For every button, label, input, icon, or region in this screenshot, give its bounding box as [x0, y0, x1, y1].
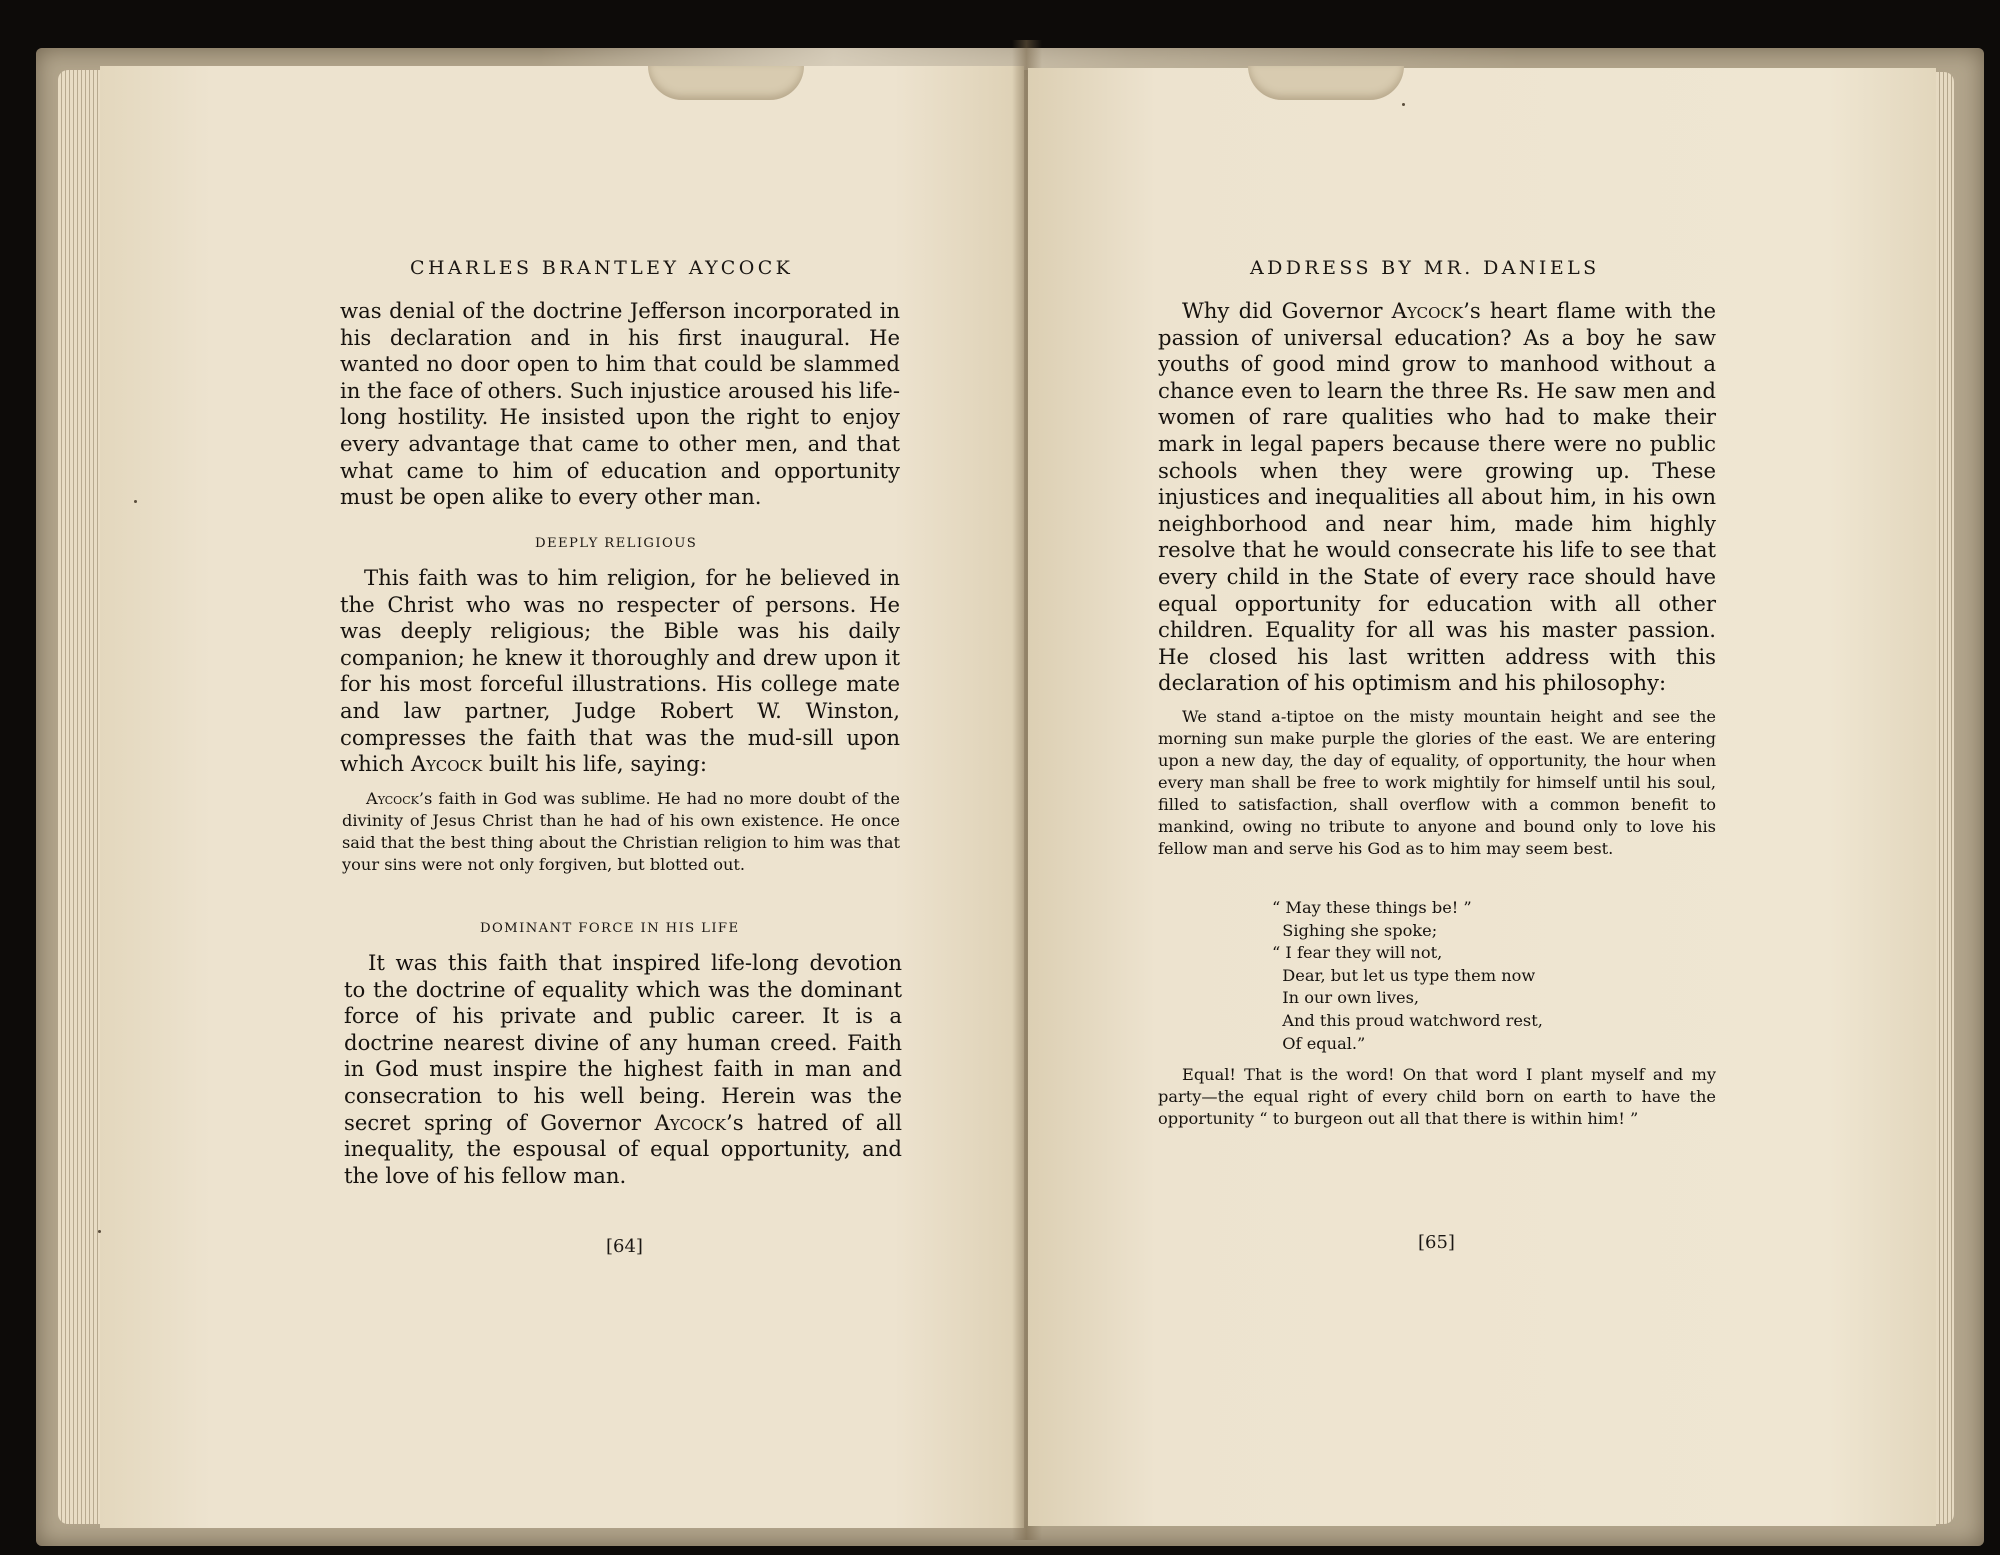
left-paragraph-1: was denial of the doctrine Jefferson incorporated in his declaration and in his first inaugural. He wanted no door open to him that could be slammed in the face of others. Such injustice aroused his life-long hostility. He insisted upon the right to enjoy every advantage that came to other men, and that what came to him of education and opportunity must be open alike to every other man. — [340, 298, 900, 510]
left-paragraph-3: It was this faith that inspired life-long devotion to the doctrine of equality which was the dominant force of his private and public career. It is a doctrine nearest divine of any human creed. Faith in God must inspire the highest faith in man and consecration to his well being. Herein was the secret spring of Governor Aycock’s hatred of all inequality, the espousal of equal opportunity, and the love of his fellow man. — [344, 950, 902, 1188]
right-page-number: [65] — [1418, 1232, 1455, 1253]
thumb-notch-left — [648, 66, 804, 100]
section-heading-deeply-religious: DEEPLY RELIGIOUS — [535, 536, 698, 551]
paper-speck — [134, 500, 137, 503]
thumb-notch-right — [1248, 66, 1404, 100]
right-blockquote: We stand a-tiptoe on the misty mountain height and see the morning sun make purple the glories of the east. We are entering upon a new day, the day of equality, of opportunity, the hour when every man shall be free to work mightily for himself until his soul, filled to satisfaction, shall overflow with a common benefit to mankind, owing no tribute to anyone and bound only to love his fellow man and serve his God as to him may seem best. — [1158, 707, 1716, 858]
paper-speck — [98, 1230, 101, 1233]
left-paragraph-2: This faith was to him religion, for he believed in the Christ who was no respecter of persons. He was deeply religious; the Bible was his daily companion; he knew it thoroughly and drew upon it for his most forceful illustrations. His college mate and law partner, Judge Robert W. Winston, compresses the faith that was the mud-sill upon which Aycock built his life, saying: — [340, 565, 900, 777]
paper-speck — [1402, 103, 1405, 106]
left-blockquote: Aycock’s faith in God was sublime. He had no more doubt of the divinity of Jesus Christ than he had of his own existence. He once said that the best thing about the Christian religion to him was that your sins were not only forgiven, but blotted out. — [342, 789, 900, 874]
right-running-head: ADDRESS BY MR. DANIELS — [1250, 257, 1600, 279]
section-heading-dominant-force: DOMINANT FORCE IN HIS LIFE — [480, 921, 740, 936]
right-paragraph-1: Why did Governor Aycock’s heart flame with the passion of universal education? As a boy he saw youths of good mind grow to manhood without a chance even to learn the three Rs. He saw men and women of rare qualities who had to make their mark in legal papers because there were no public schools when they were growing up. These injustices and inequalities all about him, in his own neighborhood and near him, made him highly resolve that he would consecrate his life to see that every child in the State of every race should have equal opportunity for education with all other children. Equality for all was his master passion. He closed his last written address with this declaration of his optimism and his philosophy: — [1158, 298, 1716, 696]
left-running-head: CHARLES BRANTLEY AYCOCK — [410, 257, 794, 279]
right-poem-verse: “ May these things be! ” Sighing she spoke; “ I fear they will not, Dear, but let us type them now In our own lives, And this proud watchword rest, Of equal.” — [1272, 898, 1543, 1053]
right-closing-quote: Equal! That is the word! On that word I plant myself and my party—the equal right of every child born on earth to have the opportunity “ to burgeon out all that there is within him! ” — [1158, 1065, 1716, 1128]
left-page-number: [64] — [606, 1236, 643, 1257]
